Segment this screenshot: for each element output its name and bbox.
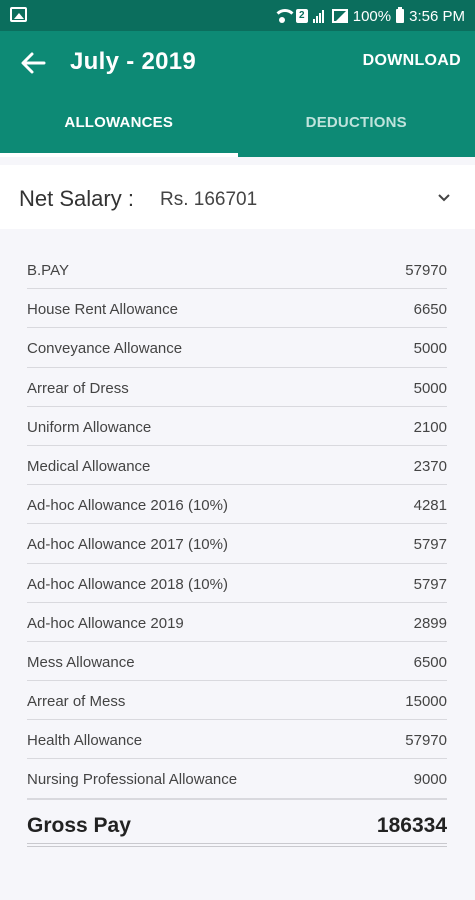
tab-deductions[interactable]: DEDUCTIONS — [305, 114, 407, 131]
list-item — [27, 642, 447, 681]
item-label: Uniform Allowance — [27, 418, 152, 436]
item-value: 5000 — [413, 379, 447, 397]
item-label: Nursing Professional Allowance — [27, 771, 238, 789]
list-item — [27, 759, 447, 798]
signal-strength-icon — [332, 9, 348, 23]
image-notification-icon — [10, 7, 27, 22]
page-title: July - 2019 — [70, 48, 197, 75]
clock: 3:56 PM — [409, 7, 465, 25]
item-value: 5797 — [413, 575, 447, 593]
item-value: 15000 — [405, 693, 447, 711]
list-item — [27, 250, 447, 289]
gross-pay-value: 186334 — [376, 813, 447, 837]
item-value: 9000 — [413, 771, 447, 789]
tab-bar — [0, 93, 475, 157]
sim-badge: 2 — [296, 9, 308, 23]
item-label: Ad-hoc Allowance 2016 (10%) — [27, 497, 228, 515]
battery-percent: 100% — [352, 7, 392, 25]
net-salary-card[interactable] — [0, 165, 475, 229]
back-arrow-icon[interactable] — [20, 51, 46, 75]
list-item — [27, 446, 447, 485]
signal-icon — [313, 9, 327, 23]
item-label: Ad-hoc Allowance 2019 — [27, 614, 184, 632]
item-value: 6500 — [413, 653, 447, 671]
chevron-down-icon[interactable] — [437, 191, 451, 205]
item-label: Mess Allowance — [27, 653, 135, 671]
item-value: 2100 — [413, 418, 447, 436]
item-label: Conveyance Allowance — [27, 340, 183, 358]
item-value: 2370 — [413, 457, 447, 475]
list-item — [27, 720, 447, 759]
item-value: 2899 — [413, 614, 447, 632]
item-label: Health Allowance — [27, 732, 143, 750]
item-value: 57970 — [405, 732, 447, 750]
download-button[interactable]: DOWNLOAD — [362, 52, 461, 69]
item-label: Ad-hoc Allowance 2018 (10%) — [27, 575, 228, 593]
status-bar — [0, 0, 475, 31]
item-label: B.PAY — [27, 262, 69, 279]
net-salary-label: Net Salary : — [19, 186, 134, 211]
item-value: 6650 — [413, 301, 447, 319]
battery-icon — [396, 9, 404, 23]
allowance-list — [27, 250, 447, 847]
gross-pay-label: Gross Pay — [27, 813, 131, 837]
item-label: House Rent Allowance — [27, 301, 178, 319]
app-bar — [0, 31, 475, 157]
list-item — [27, 564, 447, 603]
tab-allowances[interactable]: ALLOWANCES — [0, 93, 238, 157]
list-item — [27, 485, 447, 524]
list-item — [27, 407, 447, 446]
list-item — [27, 368, 447, 407]
gross-pay-row — [27, 799, 447, 847]
item-value: 5000 — [413, 340, 447, 358]
status-indicators — [273, 6, 465, 26]
wifi-icon — [273, 9, 291, 23]
list-item — [27, 289, 447, 328]
list-item — [27, 524, 447, 563]
list-item — [27, 681, 447, 720]
net-salary-value: Rs. 166701 — [160, 189, 258, 210]
item-value: 5797 — [413, 536, 447, 554]
item-label: Arrear of Dress — [27, 379, 129, 397]
list-item — [27, 328, 447, 367]
list-item — [27, 603, 447, 642]
item-value: 57970 — [405, 262, 447, 279]
item-label: Arrear of Mess — [27, 693, 126, 711]
item-label: Medical Allowance — [27, 457, 151, 475]
item-label: Ad-hoc Allowance 2017 (10%) — [27, 536, 228, 554]
item-value: 4281 — [413, 497, 447, 515]
